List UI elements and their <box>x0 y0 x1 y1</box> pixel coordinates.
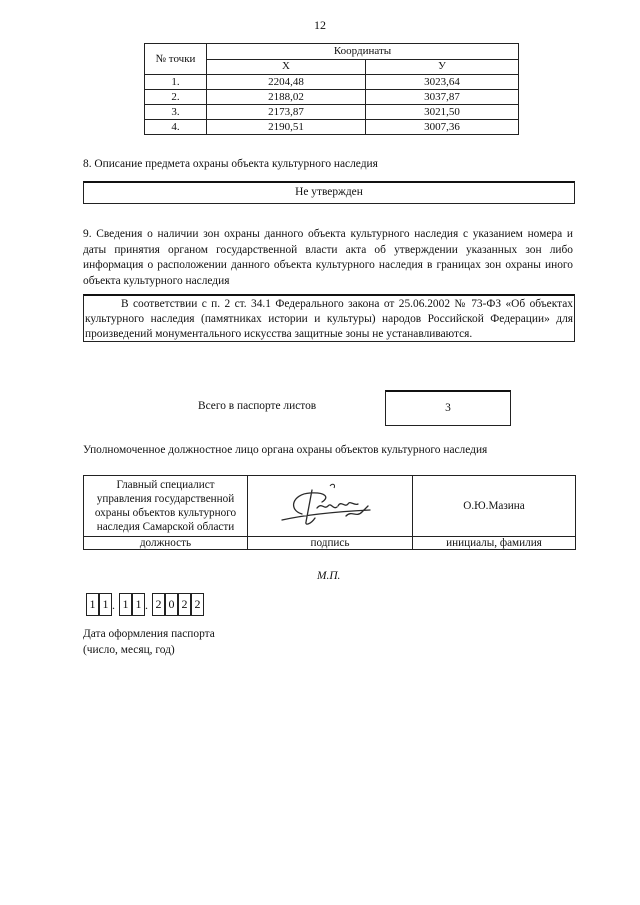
date-day-digit-1: 1 <box>86 593 99 616</box>
point-number: 2. <box>145 90 207 105</box>
date-year-digit-2: 0 <box>165 593 178 616</box>
section8-heading: 8. Описание предмета охраны объекта культурного наследия <box>83 158 378 170</box>
caption-name: инициалы, фамилия <box>413 537 576 550</box>
section8-value: Не утвержден <box>295 186 363 198</box>
coord-y: 3037,87 <box>366 90 519 105</box>
coord-y: 3023,64 <box>366 75 519 90</box>
position-text: Главный специалист управления государственной охраны объектов культурного наследия Самарской области <box>94 479 237 533</box>
date-label: Дата оформления паспорта <box>83 628 215 640</box>
header-x: Х <box>207 59 366 75</box>
date-month-digit-1: 1 <box>119 593 132 616</box>
coord-x: 2204,48 <box>207 75 366 90</box>
handwritten-signature <box>270 480 390 530</box>
date-month-digit-2: 1 <box>132 593 145 616</box>
table-row <box>145 105 519 120</box>
sheets-box <box>385 390 511 426</box>
header-point-number: № точки <box>145 44 207 75</box>
coord-x: 2190,51 <box>207 120 366 135</box>
date-day-digit-2: 1 <box>99 593 112 616</box>
date-separator-2: . <box>145 598 148 612</box>
date-year-digit-1: 2 <box>152 593 165 616</box>
header-y: У <box>366 59 519 75</box>
coord-x: 2173,87 <box>207 105 366 120</box>
coord-y: 3007,36 <box>366 120 519 135</box>
date-separator-1: . <box>112 598 115 612</box>
date-format-hint: (число, месяц, год) <box>83 644 175 656</box>
date-year-digit-4: 2 <box>191 593 204 616</box>
section9-heading: 9. Сведения о наличии зон охраны данного объекта культурного наследия с указанием номера и даты принятия органом государственной власти акта об утверждении указанных зон либо информация о расположении данного объекта культурного наследия в границах зон охраны иного объекта культурного наследия <box>83 228 573 287</box>
official-heading: Уполномоченное должностное лицо органа охраны объектов культурного наследия <box>83 444 488 456</box>
coord-y: 3021,50 <box>366 105 519 120</box>
coordinates-table <box>144 43 519 135</box>
date-year-digit-3: 2 <box>178 593 191 616</box>
official-name: О.Ю.Мазина <box>463 500 525 512</box>
sheets-label: Всего в паспорте листов <box>198 400 317 412</box>
caption-signature: подпись <box>248 537 413 550</box>
header-coordinates: Координаты <box>207 44 519 60</box>
point-number: 4. <box>145 120 207 135</box>
sheets-value: 3 <box>445 402 451 414</box>
signature-cell <box>248 476 413 537</box>
page-number: 12 <box>314 18 326 32</box>
section9-box <box>83 294 575 342</box>
point-number: 3. <box>145 105 207 120</box>
stamp-place: М.П. <box>317 570 341 582</box>
table-row <box>145 120 519 135</box>
table-row <box>145 75 519 90</box>
coord-x: 2188,02 <box>207 90 366 105</box>
caption-position: должность <box>84 537 248 550</box>
position-cell <box>84 476 248 537</box>
signature-table <box>83 475 576 550</box>
name-cell <box>413 476 576 537</box>
section8-box <box>83 181 575 204</box>
section9-value: В соответствии с п. 2 ст. 34.1 Федерального закона от 25.06.2002 № 73-ФЗ «Об объектах культурного наследия (памятниках истории и культуры) народов Российской Федерации» для произведений монументального искусства защитные зоны не устанавливаются. <box>85 298 573 340</box>
table-row <box>145 90 519 105</box>
point-number: 1. <box>145 75 207 90</box>
